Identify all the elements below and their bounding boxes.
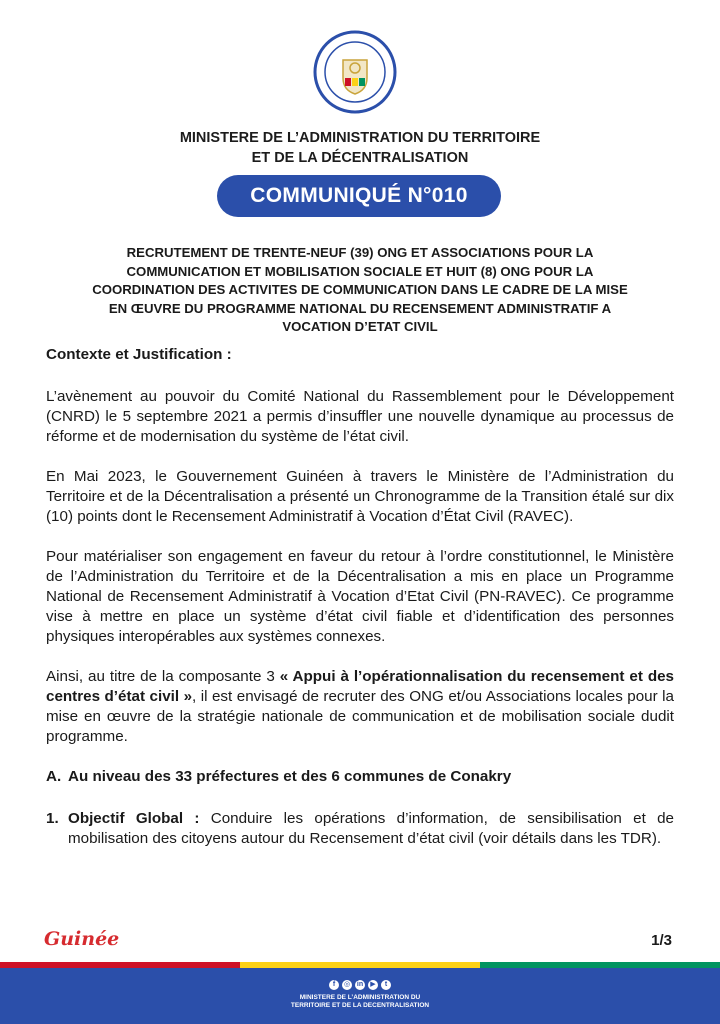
headline-line: EN ŒUVRE DU PROGRAMME NATIONAL DU RECENSEMENT ADMINISTRATIF A (108, 300, 612, 316)
communique-banner: COMMUNIQUÉ N°010 (217, 175, 501, 217)
instagram-icon[interactable]: ◎ (343, 981, 351, 988)
linkedin-icon[interactable]: in (356, 981, 364, 988)
paragraph: L’avènement au pouvoir du Comité National du Rassemblement pour le Développement (CNRD) le 5 septembre 2021 a permis d’insuffler une nouvelle dynamique au processus de réforme et de modernisation du système de l’état civil. (46, 388, 674, 445)
footer-bar (0, 968, 720, 1024)
list-item-description: Conduire les opérations d’information, de sensibilisation et de mobilisation des citoyens autour du Recensement d’état civil (voir détails dans les TDR). (68, 810, 674, 847)
list-item-label: Objectif Global : (68, 810, 200, 827)
paragraph-bold-text: « Appui à l’opérationnalisation du recensement et des centres d’état civil » (46, 668, 674, 705)
page-number: 1/3 (651, 932, 672, 949)
section-title: Au niveau des 33 préfectures et des 6 communes de Conakry (68, 768, 512, 785)
twitter-icon[interactable]: t (381, 980, 391, 990)
paragraph-text: , il est envisagé de recruter des ONG et/ou Associations locales pour la mise en œuvre de la stratégie nationale de communication et de mobilisation sociale dudit programme. (46, 688, 674, 745)
paragraph: En Mai 2023, le Gouvernement Guinéen à travers le Ministère de l’Administration du Territoire et de la Décentralisation a présenté un Chronogramme de la Transition étalé sur dix (10) points dont le Recensement Administratif à Vocation d’État Civil (RAVEC). (46, 468, 674, 525)
section-a-heading (46, 767, 674, 787)
youtube-icon[interactable]: ▶ (368, 980, 378, 990)
footer-line1: MINISTERE DE L’ADMINISTRATION DU (299, 994, 421, 1001)
headline-line: COORDINATION DES ACTIVITES DE COMMUNICATION DANS LE CADRE DE LA MISE (92, 282, 628, 298)
headline-line: RECRUTEMENT DE TRENTE-NEUF (39) ONG ET ASSOCIATIONS POUR LA (126, 245, 594, 260)
list-item-text (68, 809, 674, 849)
guinee-brand-logo: Guinée (44, 928, 120, 950)
headline-line: COMMUNICATION ET MOBILISATION SOCIALE ET HUIT (8) ONG POUR LA (126, 263, 594, 279)
facebook-icon[interactable]: f (329, 980, 339, 990)
context-title: Contexte et Justification : (46, 346, 232, 363)
paragraph-text: Ainsi, au titre de la composante 3 (46, 668, 280, 685)
ministry-name-line2: ET DE LA DÉCENTRALISATION (251, 150, 469, 166)
social-icons (0, 980, 720, 990)
section-marker: A. (46, 768, 62, 785)
ministry-name (0, 128, 720, 168)
paragraph (46, 667, 674, 747)
footer-line2: TERRITOIRE ET DE LA DECENTRALISATION (290, 1002, 430, 1009)
headline (60, 244, 660, 337)
footer-ministry-name (0, 994, 720, 1010)
list-item (46, 809, 674, 849)
paragraph: Pour matérialiser son engagement en faveur du retour à l’ordre constitutionnel, le Ministère de l’Administration du Territoire et de la Décentralisation a mis en place un Programme National de Recensement Administratif à Vocation d’Etat Civil (PN-RAVEC). Ce programme vise à mettre en place un système d’état civil fiable et d’identification des personnes physiques interopérables aux systèmes connexes. (46, 548, 674, 645)
ministry-seal-icon (313, 30, 397, 114)
document-body (46, 345, 674, 871)
headline-line: VOCATION D’ETAT CIVIL (282, 319, 438, 335)
ministry-name-line1: MINISTERE DE L’ADMINISTRATION DU TERRITOIRE (179, 130, 541, 146)
list-marker: 1. (46, 810, 59, 827)
